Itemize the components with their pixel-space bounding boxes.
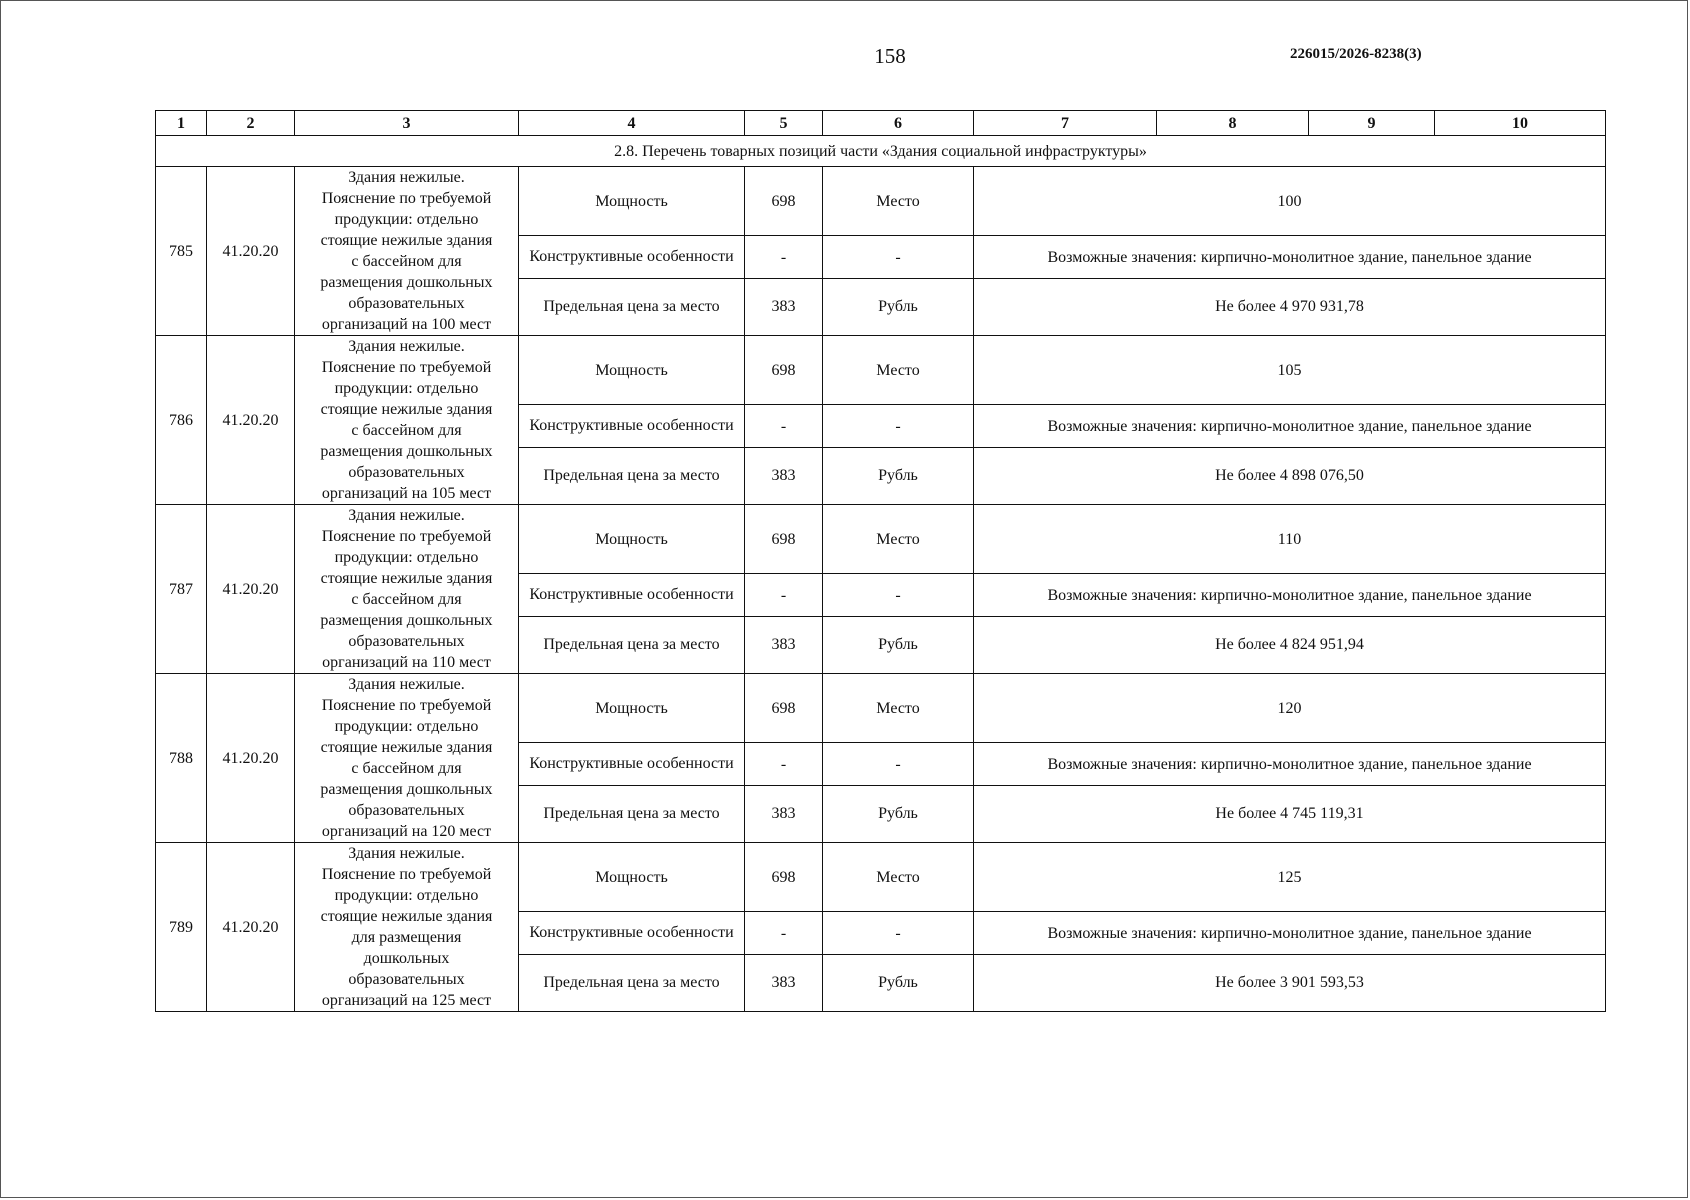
item-number: 785	[156, 167, 207, 336]
item-description	[295, 505, 519, 674]
description-line: Пояснение по требуемой	[321, 866, 492, 883]
okpd-code: 41.20.20	[207, 505, 295, 674]
okpd-code: 41.20.20	[207, 674, 295, 843]
description-line: организаций на 110 мест	[322, 654, 491, 671]
characteristic-name: Конструктивные особенности	[519, 405, 745, 448]
description-line: Здания нежилые.	[348, 845, 465, 862]
unit-name: Место	[823, 167, 974, 236]
okei-code: 698	[745, 505, 823, 574]
okei-code: 383	[745, 278, 823, 335]
okei-code: -	[745, 743, 823, 786]
okei-code: -	[745, 405, 823, 448]
okei-code: 383	[745, 785, 823, 842]
description-line: Пояснение по требуемой	[321, 697, 492, 714]
characteristic-value: Возможные значения: кирпично-монолитное здание, панельное здание	[974, 236, 1606, 279]
okei-code: 698	[745, 674, 823, 743]
description-line: стоящие нежилые здания	[320, 570, 493, 587]
column-header: 3	[295, 111, 519, 136]
description-line: с бассейном для	[351, 422, 462, 439]
description-line: стоящие нежилые здания	[320, 739, 493, 756]
characteristic-name: Мощность	[519, 505, 745, 574]
unit-name: Место	[823, 336, 974, 405]
description-line: стоящие нежилые здания	[320, 401, 493, 418]
description-line: размещения дошкольных	[320, 612, 493, 629]
characteristic-value: Не более 4 824 951,94	[974, 616, 1606, 673]
characteristic-value: Возможные значения: кирпично-монолитное здание, панельное здание	[974, 743, 1606, 786]
item-description	[295, 674, 519, 843]
characteristic-name: Конструктивные особенности	[519, 743, 745, 786]
document-code: 226015/2026-8238(3)	[1290, 46, 1422, 62]
description-line: образовательных	[348, 464, 465, 481]
description-line: образовательных	[348, 295, 465, 312]
okpd-code: 41.20.20	[207, 843, 295, 1012]
characteristic-value: Не более 4 745 119,31	[974, 785, 1606, 842]
description-line: продукции: отдельно	[334, 887, 479, 904]
characteristic-name: Конструктивные особенности	[519, 236, 745, 279]
description-line: продукции: отдельно	[334, 718, 479, 735]
description-line: Пояснение по требуемой	[321, 528, 492, 545]
description-line: размещения дошкольных	[320, 443, 493, 460]
description-line: Здания нежилые.	[348, 676, 465, 693]
item-number: 789	[156, 843, 207, 1012]
column-header: 9	[1309, 111, 1435, 136]
characteristic-name: Предельная цена за место	[519, 616, 745, 673]
unit-name: -	[823, 912, 974, 955]
unit-name: -	[823, 574, 974, 617]
unit-name: Место	[823, 674, 974, 743]
description-line: стоящие нежилые здания	[320, 908, 493, 925]
table-row	[156, 674, 1606, 743]
item-description	[295, 843, 519, 1012]
okei-code: 383	[745, 616, 823, 673]
unit-name: Рубль	[823, 278, 974, 335]
column-header: 6	[823, 111, 974, 136]
description-line: продукции: отдельно	[334, 211, 479, 228]
description-line: стоящие нежилые здания	[320, 232, 493, 249]
okpd-code: 41.20.20	[207, 167, 295, 336]
characteristic-name: Мощность	[519, 674, 745, 743]
description-line: продукции: отдельно	[334, 549, 479, 566]
okei-code: 698	[745, 167, 823, 236]
characteristic-name: Предельная цена за место	[519, 954, 745, 1011]
table-row	[156, 167, 1606, 236]
section-title-row	[156, 136, 1606, 167]
product-registry-table	[155, 110, 1606, 1012]
unit-name: -	[823, 236, 974, 279]
description-line: образовательных	[348, 802, 465, 819]
characteristic-name: Предельная цена за место	[519, 447, 745, 504]
item-description	[295, 336, 519, 505]
characteristic-name: Конструктивные особенности	[519, 574, 745, 617]
characteristic-value: Не более 3 901 593,53	[974, 954, 1606, 1011]
characteristic-name: Мощность	[519, 336, 745, 405]
characteristic-name: Предельная цена за место	[519, 278, 745, 335]
characteristic-value: 105	[974, 336, 1606, 405]
column-header: 2	[207, 111, 295, 136]
description-line: Пояснение по требуемой	[321, 359, 492, 376]
unit-name: Рубль	[823, 447, 974, 504]
characteristic-value: 125	[974, 843, 1606, 912]
column-header: 4	[519, 111, 745, 136]
unit-name: Место	[823, 505, 974, 574]
page-number: 158	[874, 44, 906, 68]
characteristic-value: 100	[974, 167, 1606, 236]
okei-code: 698	[745, 336, 823, 405]
description-line: с бассейном для	[351, 591, 462, 608]
characteristic-value: Возможные значения: кирпично-монолитное здание, панельное здание	[974, 574, 1606, 617]
unit-name: Рубль	[823, 954, 974, 1011]
characteristic-value: Не более 4 898 076,50	[974, 447, 1606, 504]
characteristic-value: 120	[974, 674, 1606, 743]
description-line: организаций на 125 мест	[321, 992, 492, 1009]
item-number: 788	[156, 674, 207, 843]
column-header: 8	[1157, 111, 1309, 136]
section-title: 2.8. Перечень товарных позиций части «Здания социальной инфраструктуры»	[156, 136, 1606, 167]
item-number: 786	[156, 336, 207, 505]
characteristic-value: 110	[974, 505, 1606, 574]
table-row	[156, 336, 1606, 405]
description-line: организаций на 105 мест	[321, 485, 492, 502]
description-line: Здания нежилые.	[348, 507, 465, 524]
okei-code: 383	[745, 447, 823, 504]
unit-name: Место	[823, 843, 974, 912]
okpd-code: 41.20.20	[207, 336, 295, 505]
characteristic-name: Мощность	[519, 843, 745, 912]
description-line: организаций на 100 мест	[321, 316, 492, 333]
characteristic-value: Возможные значения: кирпично-монолитное здание, панельное здание	[974, 405, 1606, 448]
description-line: с бассейном для	[351, 760, 462, 777]
characteristic-value: Возможные значения: кирпично-монолитное здание, панельное здание	[974, 912, 1606, 955]
characteristic-name: Предельная цена за место	[519, 785, 745, 842]
okei-code: 383	[745, 954, 823, 1011]
description-line: образовательных	[348, 971, 465, 988]
characteristic-name: Конструктивные особенности	[519, 912, 745, 955]
column-header: 1	[156, 111, 207, 136]
item-number: 787	[156, 505, 207, 674]
description-line: организаций на 120 мест	[321, 823, 492, 840]
okei-code: -	[745, 236, 823, 279]
description-line: для размещения	[351, 929, 462, 946]
description-line: продукции: отдельно	[334, 380, 479, 397]
item-description	[295, 167, 519, 336]
unit-name: Рубль	[823, 785, 974, 842]
description-line: дошкольных	[363, 950, 450, 967]
description-line: Здания нежилые.	[348, 338, 465, 355]
characteristic-value: Не более 4 970 931,78	[974, 278, 1606, 335]
column-header: 5	[745, 111, 823, 136]
column-number-row	[156, 111, 1606, 136]
description-line: с бассейном для	[351, 253, 462, 270]
column-header: 7	[974, 111, 1157, 136]
okei-code: -	[745, 912, 823, 955]
unit-name: -	[823, 743, 974, 786]
unit-name: Рубль	[823, 616, 974, 673]
description-line: образовательных	[348, 633, 465, 650]
description-line: размещения дошкольных	[320, 274, 493, 291]
column-header: 10	[1435, 111, 1606, 136]
okei-code: 698	[745, 843, 823, 912]
description-line: размещения дошкольных	[320, 781, 493, 798]
characteristic-name: Мощность	[519, 167, 745, 236]
unit-name: -	[823, 405, 974, 448]
description-line: Пояснение по требуемой	[321, 190, 492, 207]
table-row	[156, 843, 1606, 912]
okei-code: -	[745, 574, 823, 617]
table-row	[156, 505, 1606, 574]
description-line: Здания нежилые.	[348, 169, 465, 186]
